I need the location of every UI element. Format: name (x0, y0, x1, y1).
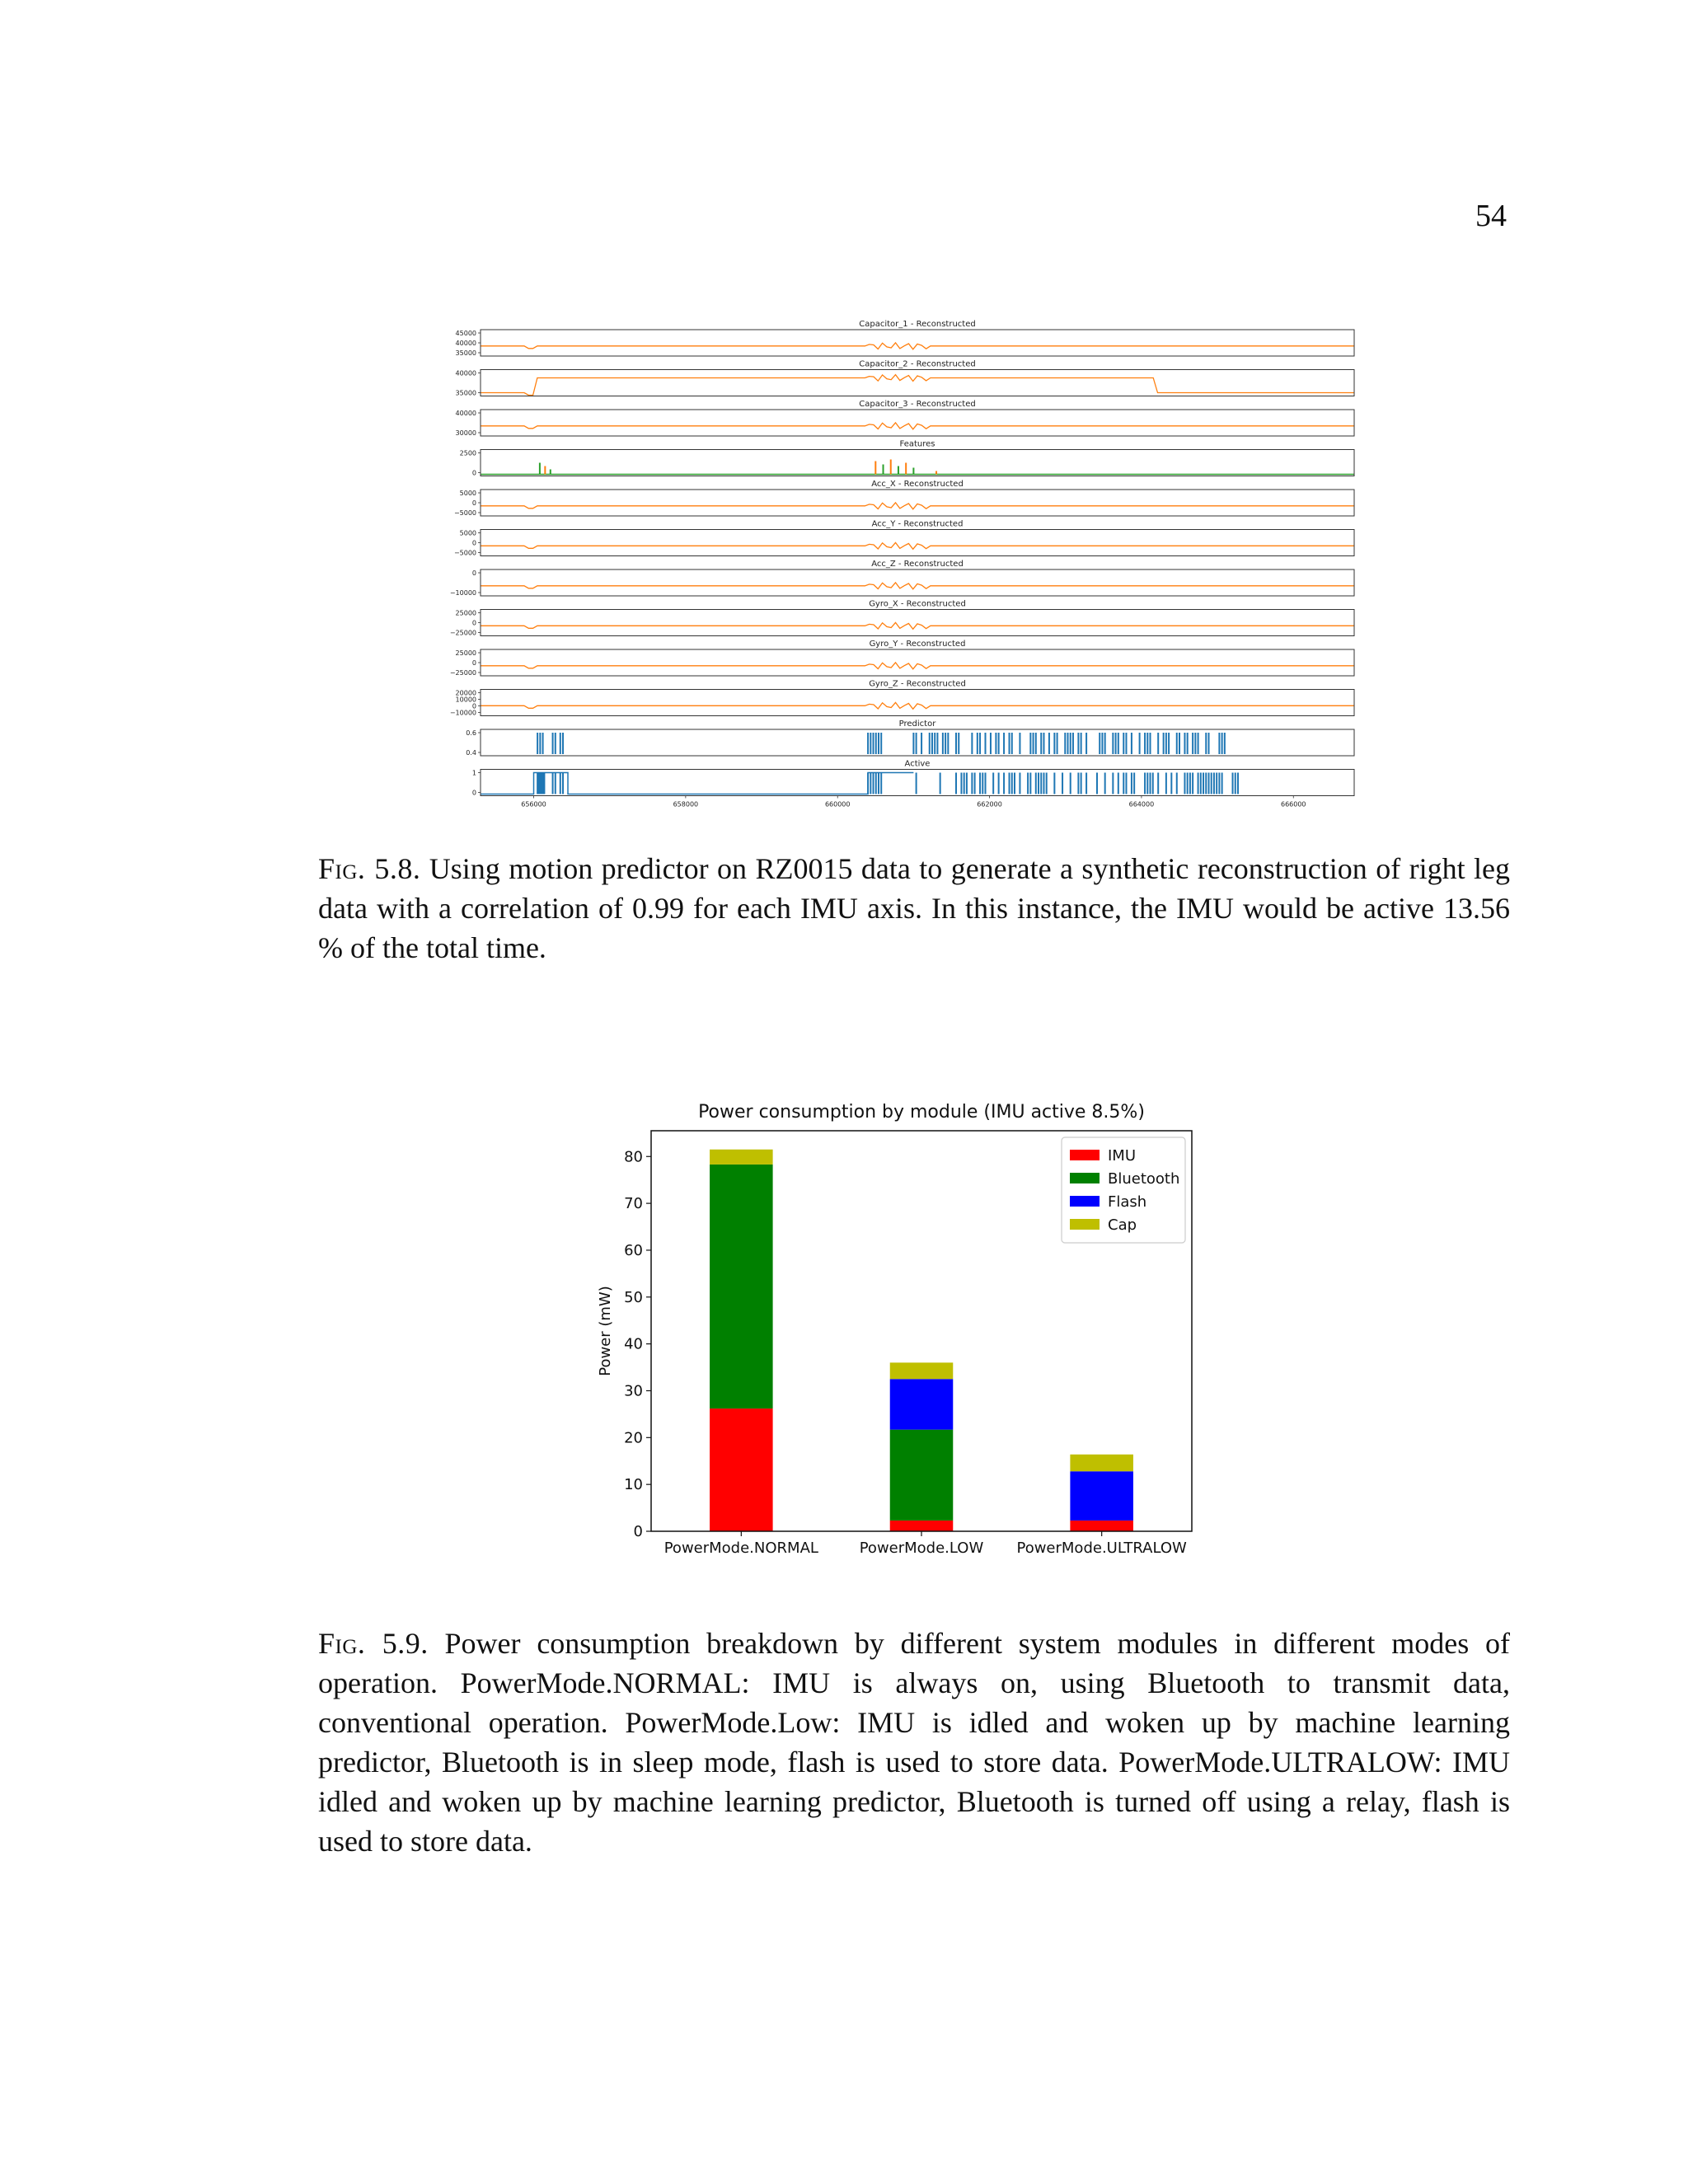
y-tick-label: 30 (624, 1382, 643, 1400)
panel-trace (481, 773, 1238, 794)
figure-5-9-caption (318, 1624, 1510, 1861)
panel-y-tick-label: 10000 (455, 696, 476, 704)
panel-y-tick-label: 45000 (455, 330, 476, 337)
panel-y-tick-label: 1 (471, 769, 476, 777)
legend-swatch (1070, 1219, 1100, 1230)
figure-5-9-label: Fig. 5.9. (318, 1627, 429, 1660)
panel-trace (481, 460, 1354, 475)
x-tick-label: 660000 (824, 800, 851, 808)
figure-5-8-label: Fig. 5.8. (318, 852, 421, 885)
chart-title: Power consumption by module (IMU active 8.5%) (698, 1102, 1145, 1122)
panel-y-tick-label: 35000 (455, 349, 476, 357)
legend-label: Flash (1108, 1193, 1147, 1211)
x-tick-label: PowerMode.LOW (859, 1540, 984, 1557)
panel-y-tick-label: −10000 (449, 709, 476, 717)
panel-y-tick-label: 0 (471, 702, 476, 710)
panel-y-tick-label: 0 (471, 469, 476, 477)
page-number: 54 (1475, 199, 1507, 233)
panel-trace (481, 343, 1354, 349)
y-tick-label: 70 (624, 1195, 643, 1213)
panel-y-tick-label: 30000 (455, 429, 476, 437)
panel-trace (481, 583, 1354, 589)
figure-5-8-text: Using motion predictor on RZ0015 data to generate a synthetic reconstruction of right leg data with a correlation of 0.99 for each IMU axis. In this instance, the IMU would be active 13.56 % of the total time. (318, 852, 1511, 964)
y-tick-label: 60 (624, 1241, 643, 1259)
panel-frame (481, 370, 1354, 396)
y-tick-label: 0 (633, 1523, 643, 1540)
panel-frame (481, 690, 1354, 716)
x-tick-label: 658000 (673, 800, 699, 808)
reconstruction-figure (429, 313, 1360, 808)
panel-frame (481, 450, 1354, 476)
panel-title: Gyro_Z - Reconstructed (869, 679, 966, 689)
panel-frame (481, 610, 1354, 636)
legend-label: IMU (1108, 1147, 1137, 1165)
legend-swatch (1070, 1196, 1100, 1207)
panel-y-tick-label: 0 (471, 619, 476, 627)
panel-y-tick-label: 20000 (455, 689, 476, 697)
y-tick-label: 20 (624, 1429, 643, 1447)
panel-trace (481, 423, 1354, 429)
panel-frame (481, 410, 1354, 436)
x-tick-label: PowerMode.NORMAL (663, 1540, 818, 1557)
panel-y-tick-label: −25000 (449, 629, 476, 637)
y-tick-label: 10 (624, 1476, 643, 1494)
bar-segment-imu (890, 1521, 954, 1531)
panel-title: Capacitor_3 - Reconstructed (859, 400, 976, 409)
panel-frame (481, 649, 1354, 676)
panel-y-tick-label: 0 (471, 789, 476, 797)
figure-5-9-text: Power consumption breakdown by different system modules in different modes of operation. PowerMode.NORMAL: IMU is always on, using Bluetooth to transmit data, conventional operation. PowerMode.Low: IMU is idled and woken up by machine learning predictor, Bluetooth is in sleep mode, flash is used to store data. PowerMode.ULTRALOW: IMU idled and woken up by machine learning predictor, Bluetooth is turned off using a relay, flash is used to store data. (318, 1627, 1511, 1858)
panel-trace (481, 622, 1354, 629)
bar-segment-flash (1070, 1471, 1133, 1521)
legend-swatch (1070, 1173, 1100, 1183)
panel-y-tick-label: −5000 (453, 509, 476, 517)
panel-y-tick-label: 0.4 (466, 749, 476, 757)
y-axis-label: Power (mW) (597, 1286, 614, 1376)
bar-segment-cap (890, 1362, 954, 1379)
panel-y-tick-label: −5000 (453, 549, 476, 557)
panel-frame (481, 490, 1354, 516)
panel-title: Predictor (898, 719, 936, 729)
panel-frame (481, 729, 1354, 756)
panel-title: Acc_Z - Reconstructed (871, 560, 964, 569)
panel-trace (537, 733, 1225, 754)
panel-trace (481, 542, 1354, 549)
figure-5-8-caption (318, 849, 1510, 968)
panel-title: Features (899, 439, 935, 449)
panel-y-tick-label: 2500 (459, 449, 476, 457)
panel-y-tick-label: 0 (471, 569, 476, 577)
x-tick-label: 664000 (1128, 800, 1155, 808)
bar-segment-imu (1070, 1521, 1133, 1531)
panel-frame (481, 770, 1354, 796)
panel-title: Acc_Y - Reconstructed (871, 519, 964, 529)
panel-y-tick-label: −25000 (449, 669, 476, 677)
panel-y-tick-label: 40000 (455, 340, 476, 347)
panel-y-tick-label: 0 (471, 659, 476, 667)
y-tick-label: 80 (624, 1148, 643, 1166)
panel-frame (481, 330, 1354, 356)
panel-title: Active (904, 759, 931, 769)
panel-y-tick-label: 25000 (455, 649, 476, 657)
panel-trace (481, 503, 1354, 509)
panel-y-tick-label: 0 (471, 539, 476, 547)
bar-segment-cap (710, 1150, 773, 1165)
bar-segment-bluetooth (710, 1165, 773, 1408)
panel-y-tick-label: 0 (471, 499, 476, 507)
panel-trace (481, 702, 1354, 709)
x-tick-label: PowerMode.ULTRALOW (1016, 1540, 1187, 1557)
bar-segment-cap (1070, 1455, 1133, 1471)
panel-frame (481, 569, 1354, 596)
legend-label: Bluetooth (1108, 1170, 1180, 1188)
panel-y-tick-label: 0.6 (466, 729, 476, 737)
bar-segment-imu (710, 1408, 773, 1531)
panel-y-tick-label: 40000 (455, 369, 476, 377)
panel-y-tick-label: 25000 (455, 609, 476, 617)
panel-title: Capacitor_1 - Reconstructed (859, 320, 976, 329)
legend-swatch (1070, 1150, 1100, 1160)
y-tick-label: 40 (624, 1335, 643, 1353)
power-consumption-chart (577, 1088, 1236, 1566)
panel-title: Gyro_X - Reconstructed (869, 599, 966, 609)
panel-y-tick-label: 40000 (455, 410, 476, 417)
bar-segment-bluetooth (890, 1430, 954, 1521)
panel-y-tick-label: 35000 (455, 389, 476, 397)
y-tick-label: 50 (624, 1288, 643, 1306)
x-tick-label: 666000 (1280, 800, 1306, 808)
bar-segment-flash (890, 1379, 954, 1429)
panel-title: Capacitor_2 - Reconstructed (859, 359, 976, 369)
panel-y-tick-label: 5000 (459, 529, 476, 537)
panel-title: Gyro_Y - Reconstructed (869, 640, 966, 649)
panel-y-tick-label: −10000 (449, 589, 476, 597)
panel-frame (481, 530, 1354, 556)
x-tick-label: 662000 (977, 800, 1002, 808)
legend-label: Cap (1108, 1216, 1137, 1234)
panel-title: Acc_X - Reconstructed (871, 480, 964, 489)
panel-y-tick-label: 5000 (459, 490, 476, 497)
panel-trace (481, 375, 1354, 396)
x-tick-label: 656000 (521, 800, 546, 808)
panel-trace (481, 663, 1354, 669)
